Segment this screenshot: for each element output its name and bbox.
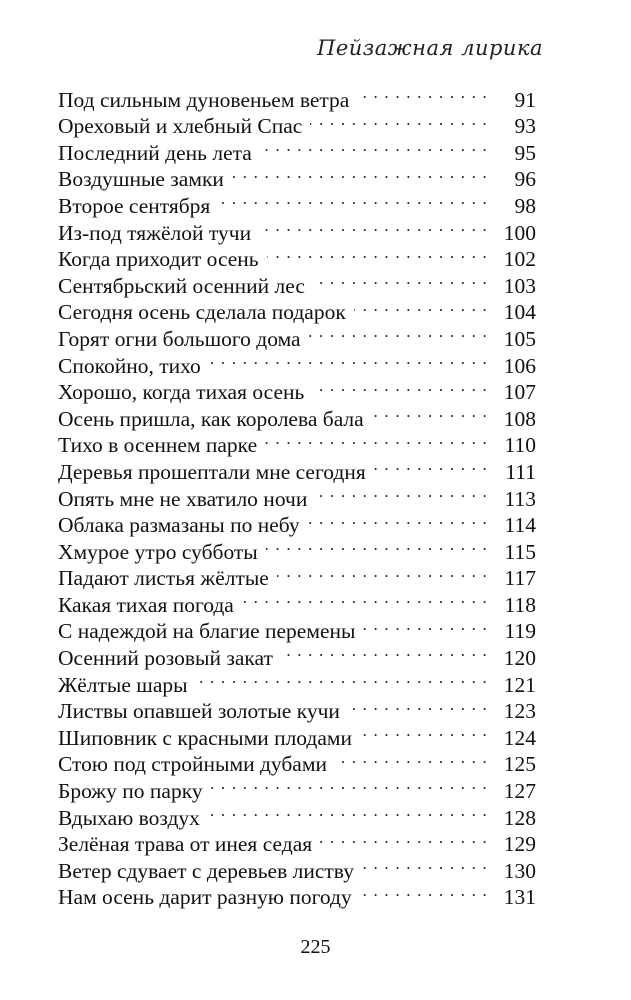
toc-entry-page: 102 bbox=[503, 247, 536, 272]
toc-entry-page: 96 bbox=[514, 167, 536, 192]
toc-entry-title: Жёлтые шары bbox=[58, 672, 188, 697]
toc-entry-title: Нам осень дарит разную погоду bbox=[58, 885, 352, 910]
toc-entry-page: 130 bbox=[503, 858, 536, 883]
toc-dot-leader bbox=[360, 718, 488, 745]
toc-entry-title: Падают листья жёлтые bbox=[58, 566, 269, 591]
toc-entry-title: Осень пришла, как королева бала bbox=[58, 406, 364, 431]
toc-entry-page: 129 bbox=[503, 832, 536, 857]
toc-dot-leader bbox=[196, 665, 488, 692]
toc-entry-title: Брожу по парку bbox=[58, 779, 203, 804]
toc-entry-title: Ветер сдувает с деревьев листву bbox=[58, 858, 354, 883]
toc-entry-title: Хмурое утро субботы bbox=[58, 539, 258, 564]
toc-entry-page: 100 bbox=[503, 220, 536, 245]
toc-entry-page: 106 bbox=[503, 353, 536, 378]
toc-entry-page: 105 bbox=[503, 326, 536, 351]
toc-entry-title: Сегодня осень сделала подарок bbox=[58, 300, 346, 325]
toc-entry-title: С надеждой на благие перемены bbox=[58, 619, 356, 644]
toc-entry-page: 115 bbox=[504, 539, 536, 564]
toc-entry-title: Опять мне не хватило ночи bbox=[58, 486, 308, 511]
toc-entry-page: 104 bbox=[503, 300, 536, 325]
toc-dot-leader bbox=[266, 532, 488, 559]
toc-entry-page: 117 bbox=[504, 566, 536, 591]
toc-entry-title: Когда приходит осень bbox=[58, 247, 259, 272]
toc-dot-leader bbox=[281, 638, 488, 665]
toc-entry-page: 123 bbox=[503, 699, 536, 724]
toc-entry-title: Хорошо, когда тихая осень bbox=[58, 380, 305, 405]
toc-entry-title: Вдыхаю воздух bbox=[58, 805, 200, 830]
toc-entry-title: Тихо в осеннем парке bbox=[58, 433, 258, 458]
toc-entry-page: 111 bbox=[505, 459, 536, 484]
toc-entry-title: Деревья прошептали мне сегодня bbox=[58, 459, 366, 484]
toc-dot-leader bbox=[209, 346, 488, 373]
toc-entry bbox=[58, 80, 536, 112]
toc-entry-page: 110 bbox=[504, 433, 536, 458]
toc-entry-page: 108 bbox=[503, 406, 536, 431]
toc-entry-title: Горят огни большого дома bbox=[58, 326, 301, 351]
toc-dot-leader bbox=[265, 426, 488, 453]
toc-dot-leader bbox=[362, 851, 488, 878]
toc-entry-page: 131 bbox=[503, 885, 536, 910]
running-head: Пейзажная лирика bbox=[317, 36, 543, 60]
toc-entry-page: 121 bbox=[503, 672, 536, 697]
toc-entry-title: Какая тихая погода bbox=[58, 592, 234, 617]
toc-dot-leader bbox=[308, 506, 488, 533]
toc-dot-leader bbox=[242, 585, 488, 612]
toc-entry-page: 127 bbox=[503, 779, 536, 804]
toc-dot-leader bbox=[335, 745, 488, 772]
toc-dot-leader bbox=[320, 825, 488, 852]
toc-entry-title: Зелёная трава от инея седая bbox=[58, 832, 313, 857]
toc-dot-leader bbox=[315, 479, 488, 506]
toc-entry-title: Шиповник с красными плодами bbox=[58, 725, 353, 750]
toc-dot-leader bbox=[211, 771, 488, 798]
toc-dot-leader bbox=[309, 319, 488, 346]
toc-entry-title: Под сильным дуновеньем ветра bbox=[58, 87, 350, 112]
toc-entry-page: 114 bbox=[504, 513, 536, 538]
toc-entry-title: Ореховый и хлебный Спас bbox=[58, 114, 303, 139]
toc-entry-page: 107 bbox=[503, 380, 536, 405]
toc-dot-leader bbox=[374, 452, 488, 479]
toc-dot-leader bbox=[208, 798, 488, 825]
table-of-contents bbox=[58, 80, 536, 910]
running-head-rule bbox=[300, 70, 543, 71]
toc-entry-page: 103 bbox=[503, 273, 536, 298]
toc-entry-page: 119 bbox=[504, 619, 536, 644]
toc-dot-leader bbox=[363, 612, 488, 639]
toc-entry-page: 93 bbox=[514, 114, 536, 139]
toc-entry-page: 120 bbox=[503, 646, 536, 671]
toc-entry-page: 95 bbox=[514, 140, 536, 165]
toc-entry-page: 124 bbox=[503, 725, 536, 750]
toc-entry-title: Осенний розовый закат bbox=[58, 646, 273, 671]
toc-entry-title: Воздушные замки bbox=[58, 167, 224, 192]
toc-dot-leader bbox=[372, 399, 488, 426]
toc-dot-leader bbox=[313, 266, 488, 293]
toc-dot-leader bbox=[260, 133, 488, 160]
toc-entry-page: 128 bbox=[503, 805, 536, 830]
toc-dot-leader bbox=[218, 186, 488, 213]
toc-entry-title: Стою под стройными дубами bbox=[58, 752, 327, 777]
toc-dot-leader bbox=[348, 692, 488, 719]
toc-entry-title: Спокойно, тихо bbox=[58, 353, 201, 378]
toc-dot-leader bbox=[259, 213, 488, 240]
toc-dot-leader bbox=[360, 878, 488, 905]
toc-entry-title: Последний день лета bbox=[58, 140, 252, 165]
toc-dot-leader bbox=[277, 559, 488, 586]
toc-entry-page: 113 bbox=[504, 486, 536, 511]
toc-entry-page: 118 bbox=[504, 592, 536, 617]
toc-entry-title: Сентябрьский осенний лес bbox=[58, 273, 305, 298]
toc-entry-page: 98 bbox=[514, 193, 536, 218]
toc-entry-page: 125 bbox=[503, 752, 536, 777]
toc-dot-leader bbox=[267, 240, 488, 267]
toc-entry-title: Листвы опавшей золотые кучи bbox=[58, 699, 340, 724]
toc-dot-leader bbox=[232, 160, 488, 187]
toc-dot-leader bbox=[312, 373, 488, 400]
toc-entry-title: Второе сентября bbox=[58, 193, 211, 218]
toc-entry-page: 91 bbox=[514, 87, 536, 112]
page-number: 225 bbox=[300, 936, 331, 958]
toc-dot-leader bbox=[357, 80, 488, 107]
toc-dot-leader bbox=[310, 107, 488, 134]
toc-entry-title: Облака размазаны по небу bbox=[58, 513, 300, 538]
toc-dot-leader bbox=[354, 293, 488, 320]
toc-entry-title: Из-под тяжёлой тучи bbox=[58, 220, 252, 245]
